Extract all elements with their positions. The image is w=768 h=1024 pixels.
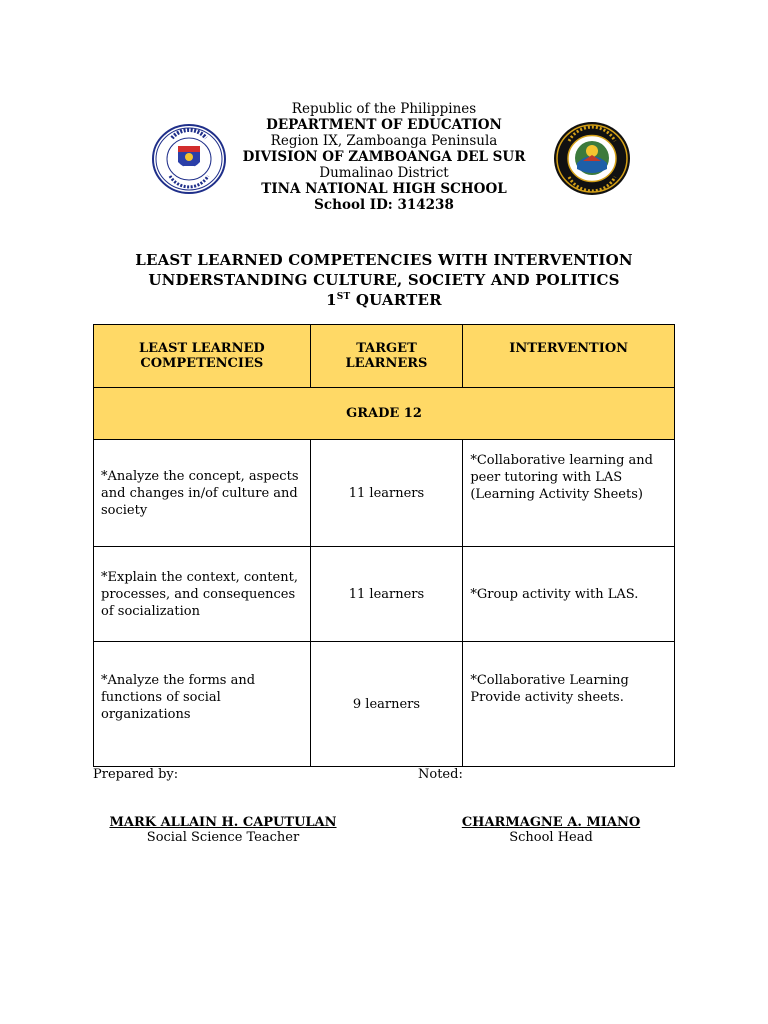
- header-intervention: [463, 325, 675, 388]
- intervention-cell: *Group activity with LAS.: [463, 547, 675, 642]
- header-competencies: [94, 325, 311, 388]
- quarter-number: 1: [326, 291, 337, 309]
- header-target-line2: LEARNERS: [345, 356, 428, 371]
- learners-cell: 11 learners: [310, 440, 463, 547]
- district-line: Dumalinao District: [319, 165, 449, 181]
- quarter-label: QUARTER: [350, 291, 442, 309]
- table-header-row: [94, 325, 675, 388]
- header-target-learners: [310, 325, 463, 388]
- prepared-by-label: Prepared by:: [93, 767, 179, 782]
- grade-label: GRADE 12: [94, 388, 675, 440]
- division-line: DIVISION OF ZAMBOANGA DEL SUR: [242, 149, 526, 165]
- table-row: [94, 440, 675, 547]
- header-target-line1: TARGET: [356, 341, 417, 356]
- department-line: DEPARTMENT OF EDUCATION: [266, 117, 502, 133]
- region-line: Region IX, Zamboanga Peninsula: [270, 133, 498, 149]
- table-row: [94, 642, 675, 767]
- title-line-2: UNDERSTANDING CULTURE, SOCIETY AND POLITICS: [148, 271, 620, 289]
- intervention-cell: *Collaborative learning and peer tutoring with LAS (Learning Activity Sheets): [463, 440, 675, 547]
- title-line-1: LEAST LEARNED COMPETENCIES WITH INTERVENTION: [135, 251, 633, 269]
- noted-by-name: CHARMAGNE A. MIANO: [461, 815, 641, 830]
- competency-cell: *Analyze the forms and functions of social organizations: [94, 642, 311, 767]
- deped-seal-icon: [152, 124, 226, 194]
- header-competencies-line1: LEAST LEARNED: [138, 341, 265, 356]
- document-title: [0, 250, 768, 310]
- title-line-3: [0, 290, 768, 310]
- school-name-line: TINA NATIONAL HIGH SCHOOL: [261, 181, 507, 197]
- table-row: [94, 547, 675, 642]
- school-seal-icon: [553, 121, 631, 196]
- competencies-table: [93, 324, 675, 767]
- grade-row: [94, 388, 675, 440]
- school-id-line: School ID: 314238: [314, 197, 454, 213]
- competency-cell: *Analyze the concept, aspects and changes in/of culture and society: [94, 440, 311, 547]
- header-competencies-line2: COMPETENCIES: [140, 356, 264, 371]
- noted-by-title: School Head: [509, 830, 593, 845]
- learners-cell: 9 learners: [310, 642, 463, 767]
- competency-cell: *Explain the context, content, processes, and consequences of socialization: [94, 547, 311, 642]
- document-header: [0, 101, 768, 213]
- noted-by-signature: [436, 815, 666, 845]
- intervention-cell: *Collaborative Learning Provide activity sheets.: [463, 642, 675, 767]
- header-intervention-label: INTERVENTION: [509, 341, 629, 356]
- noted-label: Noted:: [418, 767, 463, 782]
- learners-cell: 11 learners: [310, 547, 463, 642]
- republic-line: Republic of the Philippines: [291, 101, 477, 117]
- quarter-suffix: ST: [336, 292, 351, 302]
- prepared-by-signature: [103, 815, 343, 845]
- prepared-by-name: MARK ALLAIN H. CAPUTULAN: [109, 815, 337, 830]
- prepared-by-title: Social Science Teacher: [146, 830, 300, 845]
